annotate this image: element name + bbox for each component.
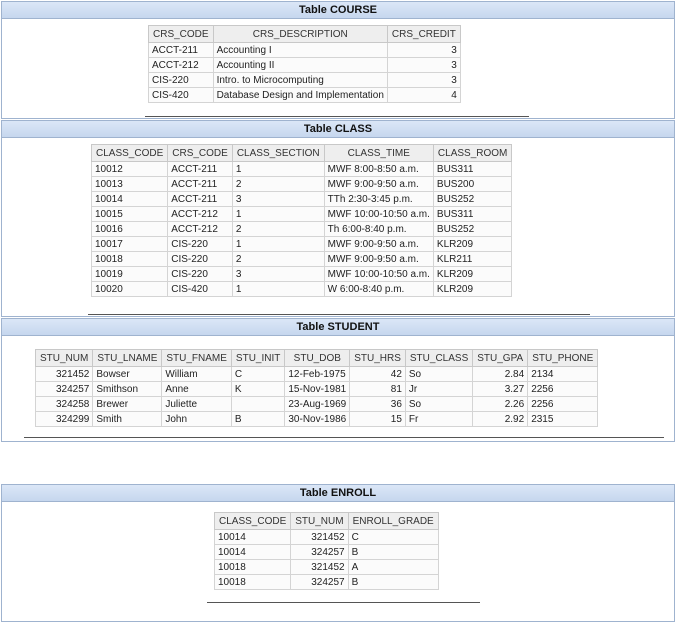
table-cell: W 6:00-8:40 p.m. <box>324 282 433 297</box>
table-cell: 324299 <box>36 412 93 427</box>
table-cell: Brewer <box>93 397 162 412</box>
table-cell: 324258 <box>36 397 93 412</box>
table-cell: CIS-220 <box>149 73 214 88</box>
table-row <box>92 222 512 237</box>
table-cell: 2.26 <box>473 397 528 412</box>
table-cell: BUS200 <box>433 177 511 192</box>
table-cell: BUS311 <box>433 162 511 177</box>
table-cell: BUS252 <box>433 222 511 237</box>
table-cell: ACCT-211 <box>168 162 233 177</box>
course-divider <box>145 116 529 117</box>
student-table <box>35 349 598 427</box>
table-cell: ACCT-212 <box>168 207 233 222</box>
table-cell: 2256 <box>528 382 598 397</box>
table-cell: 30-Nov-1986 <box>285 412 350 427</box>
table-cell: 3 <box>387 43 460 58</box>
class-table <box>91 144 512 297</box>
table-row <box>36 367 598 382</box>
table-cell: CIS-220 <box>168 237 233 252</box>
table-cell: So <box>405 397 472 412</box>
table-cell: 2 <box>232 177 324 192</box>
table-row <box>92 162 512 177</box>
table-cell: Juliette <box>162 397 232 412</box>
table-cell: 3 <box>232 267 324 282</box>
header-row <box>36 350 598 367</box>
table-row <box>149 88 461 103</box>
table-row <box>36 397 598 412</box>
table-cell: B <box>348 545 438 560</box>
table-cell: 2256 <box>528 397 598 412</box>
table-cell: CIS-220 <box>168 252 233 267</box>
table-cell: 2 <box>232 222 324 237</box>
table-cell: 10014 <box>215 545 291 560</box>
table-cell: KLR209 <box>433 237 511 252</box>
table-row <box>92 207 512 222</box>
table-cell: 324257 <box>291 545 348 560</box>
table-row <box>149 58 461 73</box>
table-cell: B <box>348 575 438 590</box>
column-header: CRS_CODE <box>149 26 214 43</box>
table-cell: 1 <box>232 162 324 177</box>
enroll-table-title: Table ENROLL <box>2 485 674 502</box>
table-cell: BUS252 <box>433 192 511 207</box>
enroll-table <box>214 512 439 590</box>
table-cell: 10014 <box>92 192 168 207</box>
header-row <box>92 145 512 162</box>
table-cell: 15 <box>350 412 406 427</box>
table-cell: C <box>348 530 438 545</box>
table-cell: MWF 9:00-9:50 a.m. <box>324 252 433 267</box>
table-cell: Jr <box>405 382 472 397</box>
student-table-title: Table STUDENT <box>2 319 674 336</box>
table-cell: CIS-420 <box>149 88 214 103</box>
table-cell: K <box>231 382 284 397</box>
column-header: STU_INIT <box>231 350 284 367</box>
table-cell: KLR211 <box>433 252 511 267</box>
table-cell: William <box>162 367 232 382</box>
column-header: CLASS_CODE <box>215 513 291 530</box>
table-cell: 1 <box>232 237 324 252</box>
table-cell: 15-Nov-1981 <box>285 382 350 397</box>
table-row <box>215 575 439 590</box>
table-cell: 2.84 <box>473 367 528 382</box>
table-cell: Smithson <box>93 382 162 397</box>
table-row <box>149 43 461 58</box>
table-cell: 321452 <box>36 367 93 382</box>
table-cell: 10017 <box>92 237 168 252</box>
column-header: CLASS_SECTION <box>232 145 324 162</box>
table-row <box>92 252 512 267</box>
table-cell: 2315 <box>528 412 598 427</box>
column-header: CRS_CODE <box>168 145 233 162</box>
table-row <box>92 267 512 282</box>
table-cell: 23-Aug-1969 <box>285 397 350 412</box>
table-cell: John <box>162 412 232 427</box>
class-divider <box>88 314 590 315</box>
table-row <box>92 177 512 192</box>
table-cell: KLR209 <box>433 282 511 297</box>
table-cell: BUS311 <box>433 207 511 222</box>
column-header: CLASS_CODE <box>92 145 168 162</box>
table-cell: 321452 <box>291 530 348 545</box>
table-cell: 10016 <box>92 222 168 237</box>
table-cell: TTh 2:30-3:45 p.m. <box>324 192 433 207</box>
table-cell: ACCT-212 <box>149 58 214 73</box>
table-row <box>215 530 439 545</box>
table-cell: 1 <box>232 282 324 297</box>
table-cell: 10012 <box>92 162 168 177</box>
table-cell: Accounting II <box>213 58 387 73</box>
column-header: CRS_DESCRIPTION <box>213 26 387 43</box>
table-cell <box>231 397 284 412</box>
column-header: STU_PHONE <box>528 350 598 367</box>
table-cell: 81 <box>350 382 406 397</box>
table-cell: 3.27 <box>473 382 528 397</box>
table-cell: MWF 8:00-8:50 a.m. <box>324 162 433 177</box>
table-cell: B <box>231 412 284 427</box>
table-cell: 10018 <box>92 252 168 267</box>
table-cell: KLR209 <box>433 267 511 282</box>
table-cell: MWF 10:00-10:50 a.m. <box>324 267 433 282</box>
class-panel <box>1 120 675 317</box>
table-row <box>215 560 439 575</box>
table-row <box>36 382 598 397</box>
table-cell: 4 <box>387 88 460 103</box>
header-row <box>215 513 439 530</box>
column-header: STU_FNAME <box>162 350 232 367</box>
table-cell: 12-Feb-1975 <box>285 367 350 382</box>
course-table <box>148 25 461 103</box>
column-header: STU_NUM <box>291 513 348 530</box>
table-cell: C <box>231 367 284 382</box>
course-panel <box>1 1 675 119</box>
student-panel <box>1 318 675 442</box>
table-cell: 36 <box>350 397 406 412</box>
table-cell: MWF 9:00-9:50 a.m. <box>324 237 433 252</box>
table-cell: 324257 <box>291 575 348 590</box>
class-table-title: Table CLASS <box>2 121 674 138</box>
table-cell: 3 <box>232 192 324 207</box>
table-row <box>36 412 598 427</box>
table-cell: 10014 <box>215 530 291 545</box>
column-header: CLASS_ROOM <box>433 145 511 162</box>
enroll-divider <box>207 602 480 603</box>
table-cell: 10018 <box>215 575 291 590</box>
table-cell: 321452 <box>291 560 348 575</box>
table-cell: 324257 <box>36 382 93 397</box>
table-cell: 2134 <box>528 367 598 382</box>
table-cell: Database Design and Implementation <box>213 88 387 103</box>
table-cell: So <box>405 367 472 382</box>
table-cell: 3 <box>387 73 460 88</box>
table-cell: Anne <box>162 382 232 397</box>
table-row <box>92 237 512 252</box>
table-cell: Fr <box>405 412 472 427</box>
column-header: STU_LNAME <box>93 350 162 367</box>
column-header: CRS_CREDIT <box>387 26 460 43</box>
table-cell: Accounting I <box>213 43 387 58</box>
table-row <box>92 282 512 297</box>
table-cell: A <box>348 560 438 575</box>
table-cell: Bowser <box>93 367 162 382</box>
column-header: STU_NUM <box>36 350 93 367</box>
table-cell: 10015 <box>92 207 168 222</box>
table-row <box>149 73 461 88</box>
table-cell: 3 <box>387 58 460 73</box>
header-row <box>149 26 461 43</box>
table-cell: Intro. to Microcomputing <box>213 73 387 88</box>
column-header: STU_DOB <box>285 350 350 367</box>
column-header: STU_CLASS <box>405 350 472 367</box>
table-cell: 10019 <box>92 267 168 282</box>
table-cell: 10013 <box>92 177 168 192</box>
column-header: ENROLL_GRADE <box>348 513 438 530</box>
column-header: STU_GPA <box>473 350 528 367</box>
table-cell: MWF 9:00-9:50 a.m. <box>324 177 433 192</box>
table-cell: 10018 <box>215 560 291 575</box>
table-cell: ACCT-211 <box>149 43 214 58</box>
table-cell: 42 <box>350 367 406 382</box>
enroll-panel <box>1 484 675 622</box>
table-cell: 2.92 <box>473 412 528 427</box>
table-row <box>92 192 512 207</box>
column-header: CLASS_TIME <box>324 145 433 162</box>
table-cell: CIS-220 <box>168 267 233 282</box>
table-cell: 2 <box>232 252 324 267</box>
course-table-title: Table COURSE <box>2 2 674 19</box>
table-row <box>215 545 439 560</box>
table-cell: MWF 10:00-10:50 a.m. <box>324 207 433 222</box>
student-divider <box>24 437 664 438</box>
table-cell: Th 6:00-8:40 p.m. <box>324 222 433 237</box>
table-cell: ACCT-211 <box>168 177 233 192</box>
table-cell: ACCT-211 <box>168 192 233 207</box>
table-cell: 10020 <box>92 282 168 297</box>
column-header: STU_HRS <box>350 350 406 367</box>
table-cell: Smith <box>93 412 162 427</box>
table-cell: 1 <box>232 207 324 222</box>
table-cell: CIS-420 <box>168 282 233 297</box>
table-cell: ACCT-212 <box>168 222 233 237</box>
